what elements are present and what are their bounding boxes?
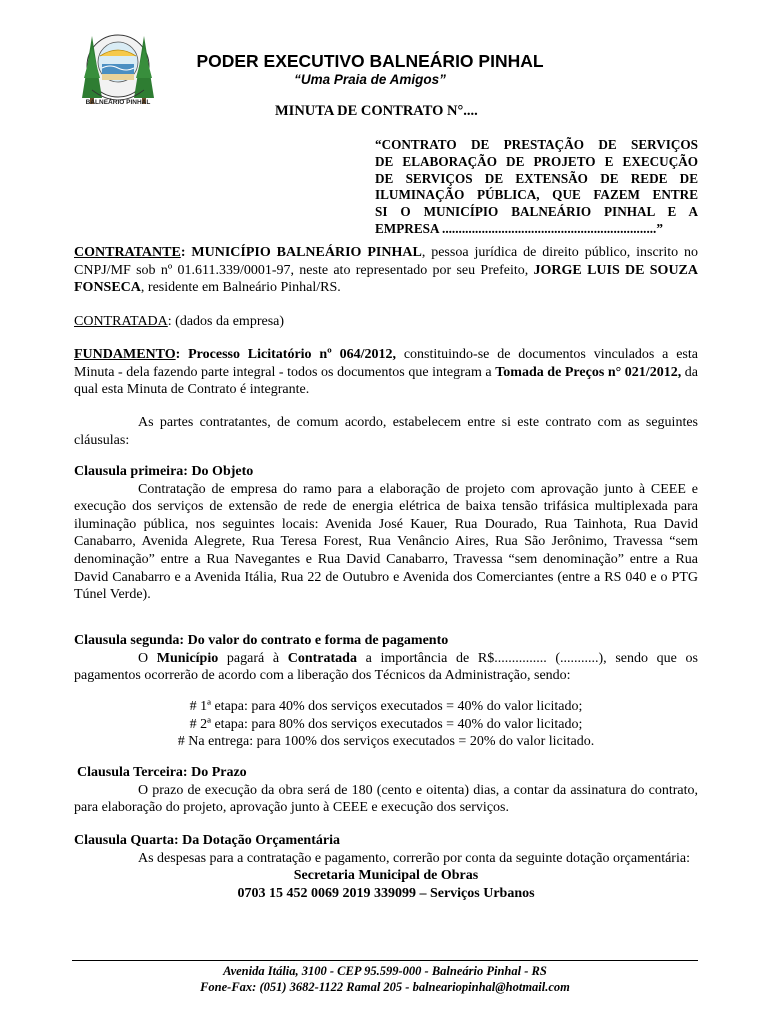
contratada-term: Contratada xyxy=(287,650,357,666)
fundamento-label: FUNDAMENTO xyxy=(74,347,176,362)
clausula-2 xyxy=(74,632,698,685)
contratada-text: : (dados da empresa) xyxy=(167,314,285,329)
fundamento-colon: : xyxy=(175,347,181,362)
footer-divider xyxy=(72,960,698,961)
secretaria-name: Secretaria Municipal de Obras xyxy=(293,868,479,884)
reference-line: DE ELABORAÇÃO DE PROJETO E EXECUÇÃO xyxy=(375,153,698,169)
clausula-2-title: Clausula segunda: Do valor do contrato e forma de pagamento xyxy=(74,633,449,648)
mayor-name: JORGE LUIS DE SOUZA FONSECA xyxy=(74,262,699,296)
municipal-logo xyxy=(70,18,166,114)
clausula-1-text: Contratação de empresa do ramo para a elaboração de projeto com aprovação junto à CEEE e execução dos serviços de extensão de rede de energia elétrica de baixa tensão trifásica multiplexada para iluminação pública, nos seguintes locais: Avenida José Kauer, Rua Dourado, Rua Tainhota, Rua David Canabarro, Avenida Alegrete, Rua Teresa Forest, Rua Venâncio Aires, Rua São Jerônimo, Travessa “sem denominação” entre a Rua Navegantes e Rua David Canabarro, Travessa “sem denominação” entre a Rua David Canabarro e a Avenida Itália, Rua 22 de Outubro e Avenida dos Comerciantes (entre a RS 040 e o PTG Túnel Verde). xyxy=(74,481,698,603)
clausula-1 xyxy=(74,463,698,604)
payment-item: # 2ª etapa: para 80% dos serviços executados = 40% do valor licitado; xyxy=(189,716,583,732)
tomada-precos: Tomada de Preços n° 021/2012, xyxy=(495,364,682,380)
svg-text:BALNEÁRIO PINHAL: BALNEÁRIO PINHAL xyxy=(85,99,151,106)
header-subtitle: “Uma Praia de Amigos” xyxy=(294,72,446,87)
clausula-1-title: Clausula primeira: Do Objeto xyxy=(74,464,254,479)
footer-address: Avenida Itália, 3100 - CEP 95.599-000 - Balneário Pinhal - RS xyxy=(223,964,547,978)
payment-item: # 1ª etapa: para 40% dos serviços executados = 40% do valor licitado; xyxy=(189,699,583,714)
clausula-4-title: Clausula Quarta: Da Dotação Orçamentária xyxy=(74,833,340,848)
reference-line: SI O MUNICÍPIO BALNEÁRIO PINHAL E A xyxy=(375,204,698,220)
clausula-4-text: As despesas para a contratação e pagamento, correrão por conta da seguinte dotação orçamentária: xyxy=(138,850,690,866)
intro-paragraph xyxy=(74,414,698,449)
clausula-4 xyxy=(74,832,698,902)
clausula-3 xyxy=(74,764,698,817)
contract-reference xyxy=(375,137,698,238)
payment-item: # Na entrega: para 100% dos serviços executados = 20% do valor licitado. xyxy=(177,734,595,750)
header-title: PODER EXECUTIVO BALNEÁRIO PINHAL xyxy=(196,51,544,71)
reference-line: EMPRESA .................................................................” xyxy=(375,220,663,236)
reference-line: DE SERVIÇOS DE EXTENSÃO DE REDE DE xyxy=(375,170,698,186)
fundamento-text: constituindo-se de documentos vinculados a esta Minuta - dela fazendo parte integral - todos os documentos que integram a xyxy=(74,347,698,380)
fundamento-process: Processo Licitatório nº 064/2012, xyxy=(180,347,396,362)
contratante-text-end: , residente em Balneário Pinhal/RS. xyxy=(140,280,341,296)
clausula-3-text: O prazo de execução da obra será de 180 (cento e oitenta) dias, a contar da assinatura do contrato, para elaboração do projeto, aprovação junto à CEEE e execução dos serviços. xyxy=(74,782,698,816)
contratante-colon: : xyxy=(180,245,186,260)
fundamento-text-end: da qual esta Minuta de Contrato é integrante. xyxy=(74,364,698,398)
clausula-2-text-a: O xyxy=(138,650,157,666)
contratante-name: MUNICÍPIO BALNEÁRIO PINHAL xyxy=(185,245,422,260)
footer-contact: Fone-Fax: (051) 3682-1122 Ramal 205 - balneariopinhal@hotmail.com xyxy=(200,980,570,994)
contratada-label: CONTRATADA xyxy=(74,314,168,329)
clausula-2-text-c: a importância de R$............... (...........), sendo que os pagamentos ocorrerão de acordo com a liberação dos Técnicos da Administração, sendo: xyxy=(74,650,698,684)
clausula-2-text-b: pagará à xyxy=(218,650,288,666)
contratante-label: CONTRATANTE xyxy=(74,245,181,260)
reference-line: “CONTRATO DE PRESTAÇÃO DE SERVIÇOS xyxy=(375,137,698,152)
contratante-paragraph xyxy=(74,244,698,297)
dotacao-code: 0703 15 452 0069 2019 339099 – Serviços Urbanos xyxy=(237,885,535,901)
clausula-3-title: Clausula Terceira: Do Prazo xyxy=(77,765,247,780)
contratante-text: , pessoa jurídica de direito público, inscrito no CNPJ/MF sob nº 01.611.339/0001-97, neste ato representado por seu Prefeito, xyxy=(74,245,699,278)
contratada-paragraph xyxy=(74,313,698,331)
municipio-term: Município xyxy=(156,650,219,666)
minuta-title: MINUTA DE CONTRATO N°.... xyxy=(275,103,478,119)
intro-text: As partes contratantes, de comum acordo, estabelecem entre si este contrato com as seguintes cláusulas: xyxy=(74,415,698,448)
reference-line: ILUMINAÇÃO PÚBLICA, QUE FAZEM ENTRE xyxy=(375,187,698,203)
fundamento-paragraph xyxy=(74,346,698,399)
payment-schedule xyxy=(74,698,698,751)
